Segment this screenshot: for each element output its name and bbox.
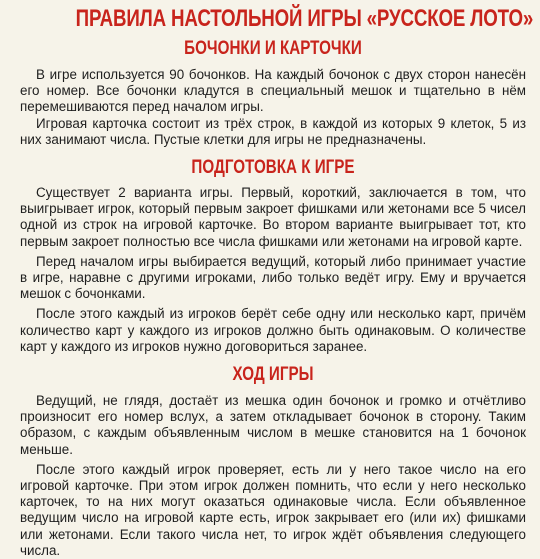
- paragraph: Ведущий, не глядя, достаёт из мешка один бочонок и громко и отчётливо произносит его номер вслух, а затем откладывает бочонок в сторону. Таким образом, с каждым объявленным числом в мешке становится на 1 бочонок меньше.: [20, 393, 526, 457]
- paragraph: После этого каждый из игроков берёт себе одну или несколько карт, причём количество карт у каждого из игроков должно быть одинаковым. О количестве карт у каждого из игроков нужно договориться заранее.: [20, 306, 526, 354]
- page-title: ПРАВИЛА НАСТОЛЬНОЙ ИГРЫ «РУССКОЕ ЛОТО»: [75, 5, 534, 32]
- paragraph: После этого каждый игрок проверяет, есть ли у него такое число на его игровой карточке. При этом игрок должен помнить, что если у него несколько карточек, то на них могут оказаться одинаковые числа. Если объявленное ведущим число на игровой карте есть, игрок закрывает его (или их) фишками или жетонами. Если такого числа нет, то игрок ждёт объявления следующего числа.: [20, 461, 526, 558]
- section-heading-barrels-cards: БОЧОНКИ И КАРТОЧКИ: [184, 38, 362, 59]
- section-gameplay: [20, 393, 526, 559]
- paragraph: Существует 2 варианта игры. Первый, короткий, заключается в том, что выигрывает игрок, который первым закроет фишками или жетонами все 5 чисел одной из строк на игровой карточке. Во втором варианте выигрывает тот, кто первым закроет полностью все числа фишками или жетонами на игровой карте.: [20, 185, 526, 249]
- section-heading-gameplay: ХОД ИГРЫ: [232, 364, 314, 386]
- paragraph: Перед началом игры выбирается ведущий, который либо принимает участие в игре, наравне с другими игроками, либо только ведёт игру. Ему и вручается мешок с бочонками.: [20, 253, 526, 302]
- paragraph: Игровая карточка состоит из трёх строк, в каждой из которых 9 клеток, 5 из них занимают числа. Пустые клетки для игры не предназначены.: [20, 115, 526, 147]
- section-barrels-cards: [20, 67, 526, 148]
- section-preparation: [20, 185, 526, 355]
- paragraph: В игре используется 90 бочонков. На каждый бочонок с двух сторон нанесён его номер. Все бочонки кладутся в специальный мешок и тщательно в нём перемешиваются перед началом игры.: [20, 67, 526, 115]
- section-heading-preparation: ПОДГОТОВКА К ИГРЕ: [191, 157, 355, 179]
